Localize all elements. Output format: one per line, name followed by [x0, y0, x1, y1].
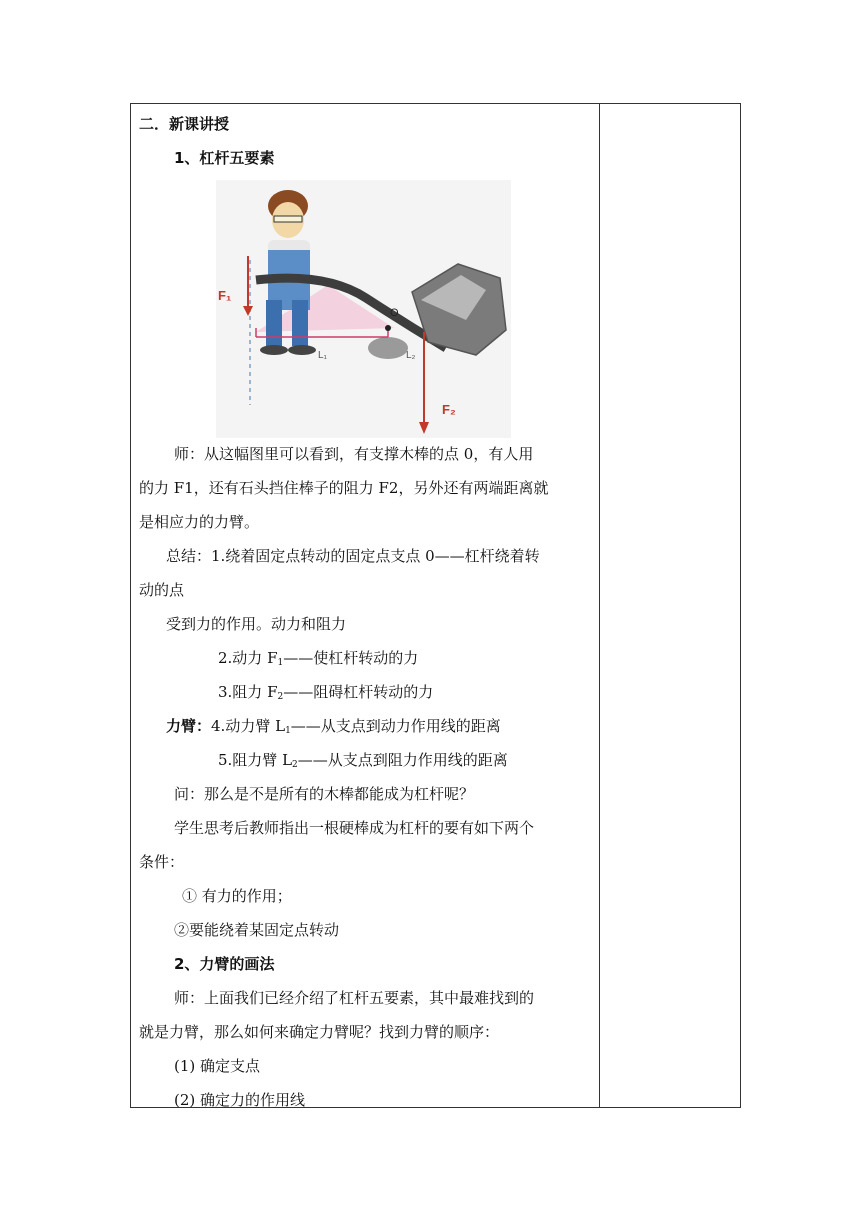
- lever-illustration: [216, 180, 511, 438]
- condition-item: ②要能绕着某固定点转动: [174, 921, 340, 939]
- element-item-load: 3.阻力 $F_2——$阻碍杠杆转动的力: [218, 683, 434, 702]
- element-item-effort: 2.动力 $F_1——$使杠杆转动的力: [218, 649, 419, 668]
- element-item-load-arm: 5.阻力臂 $L_2——$从支点到阻力作用线的距离: [218, 751, 508, 770]
- column-divider: [599, 104, 600, 1107]
- force-line: 受到力的作用。动力和阻力: [166, 615, 347, 633]
- fulcrum-label: O: [390, 307, 399, 319]
- l1-label: L₁: [318, 350, 327, 361]
- student-line: 条件：: [139, 853, 185, 871]
- lever-drawing: [216, 180, 511, 438]
- subheading-lever-arm-drawing: 2、力臂的画法: [174, 955, 275, 973]
- question-line: 问：那么是不是所有的木棒都能成为杠杆呢？: [174, 785, 475, 803]
- condition-item: ① 有力的作用；: [182, 887, 292, 905]
- subheading-lever-elements: 1、杠杆五要素: [174, 149, 275, 167]
- teacher-paragraph-line: 的力 F1，还有石头挡住棒子的阻力 F2，另外还有两端距离就: [139, 479, 549, 497]
- lesson-table: [130, 103, 741, 1108]
- summary-line: 动的点: [139, 581, 185, 599]
- lever-arm-label: 力臂：: [166, 717, 212, 735]
- teacher-paragraph-line: 是相应力的力臂。: [139, 513, 260, 531]
- step-item: (1) 确定支点: [174, 1057, 261, 1075]
- teacher-paragraph-line: 师：上面我们已经介绍了杠杆五要素，其中最难找到的: [174, 989, 535, 1007]
- teacher-paragraph-line: 就是力臂，那么如何来确定力臂呢？找到力臂的顺序：: [139, 1023, 500, 1041]
- step-item: (2) 确定力的作用线: [174, 1091, 306, 1109]
- element-item-effort-arm: 力臂：4.动力臂 $L_1——$从支点到动力作用线的距离: [166, 717, 501, 736]
- f1-label: F₁: [218, 288, 232, 303]
- section-title: 二．新课讲授: [139, 115, 230, 133]
- student-line: 学生思考后教师指出一根硬棒成为杠杆的要有如下两个: [174, 819, 535, 837]
- teacher-paragraph-line: 师：从这幅图里可以看到，有支撑木棒的点 0，有人用: [174, 445, 534, 463]
- l2-label: L₂: [406, 350, 416, 361]
- f2-label: F₂: [442, 402, 456, 417]
- summary-line: 总结：1.绕着固定点转动的固定点支点 0——杠杆绕着转: [166, 547, 540, 565]
